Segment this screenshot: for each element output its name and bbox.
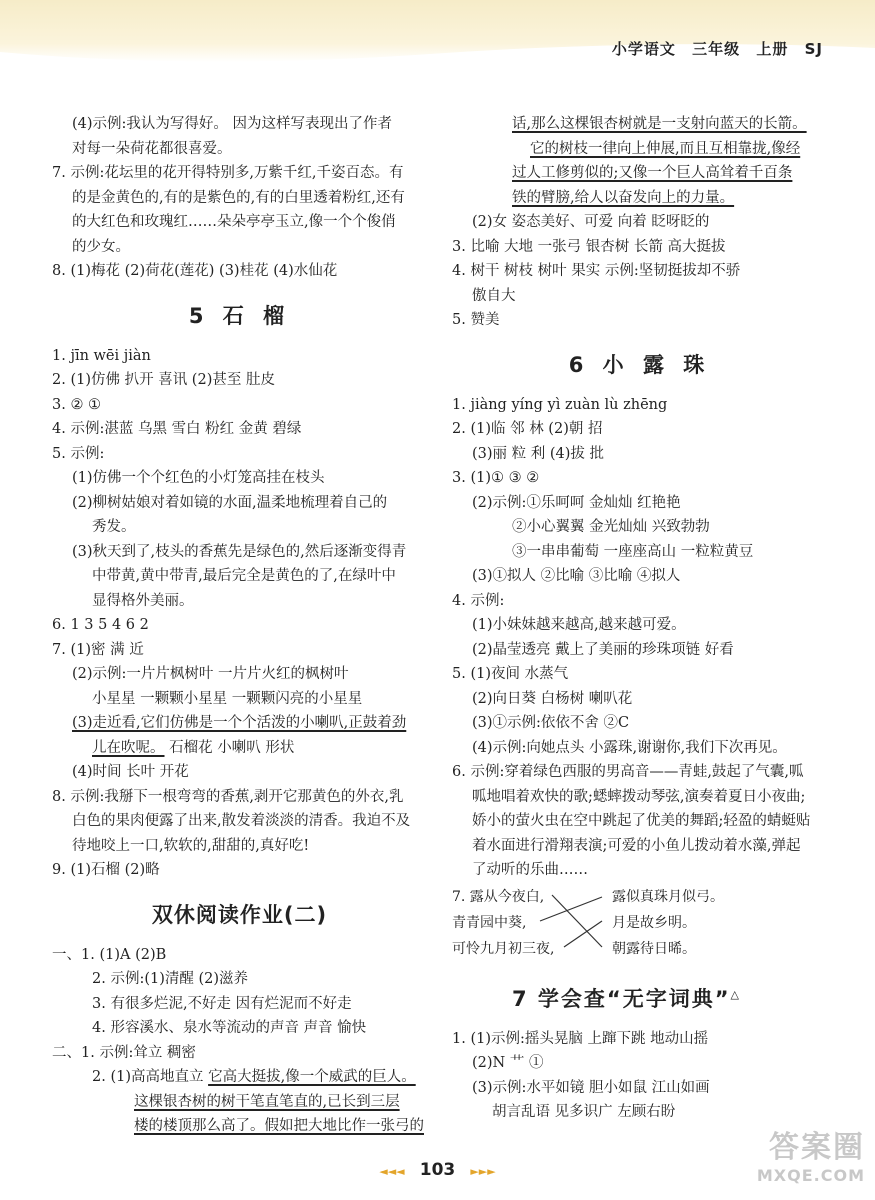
answer-line: 2. 示例:(1)清醒 (2)滋养: [92, 971, 249, 987]
answer-line: 着水面进行滑翔表演;可爱的小鱼儿拨动着水藻,弹起: [472, 837, 801, 854]
answer-line: 3. 比喻 大地 一张弓 银杏树 长箭 高大挺拔: [452, 238, 726, 255]
edition-label: SJ: [804, 40, 823, 58]
answer-line: 7. (1)密 满 近: [52, 641, 144, 658]
right-arrows-icon: ►►►: [470, 1165, 496, 1178]
underlined-answer: 过人工修剪似的;又像一个巨人高耸着千百条: [512, 165, 793, 181]
section-heading-homework: 双休阅读作业(二): [151, 902, 328, 927]
answer-line: [452, 161, 827, 186]
answer-line: [52, 1114, 427, 1139]
answer-line: (3)示例:水平如镜 胆小如鼠 江山如画: [472, 1079, 710, 1096]
answer-line: 6. 1 3 5 4 6 2: [52, 617, 149, 633]
answer-line: (3)①示例:依依不舍 ②C: [472, 715, 630, 731]
answer-line: 2. (1)临 邻 林 (2)朝 招: [452, 421, 603, 437]
answer-line: 显得格外美丽。: [92, 592, 194, 609]
answer-line: 1. jiàng yíng yì zuàn lù zhēng: [452, 396, 668, 413]
answer-line: 3. (1)① ③ ②: [452, 470, 540, 486]
answer-line: 待地咬上一口,软软的,甜甜的,真好吃!: [72, 837, 310, 854]
answer-line: [52, 736, 427, 761]
answer-line: [52, 1090, 427, 1115]
book-title: [602, 38, 823, 59]
poem-left-1: 7. 露从今夜白,: [452, 888, 545, 905]
answer-line: ③一串串葡萄 一座座高山 一粒粒黄豆: [512, 543, 754, 560]
answer-line: 一、1. (1)A (2)B: [52, 946, 167, 963]
poem-right-3: 朝露待日晞。: [612, 940, 696, 957]
answer-line: 4. 树干 树枝 树叶 果实 示例:坚韧挺拔却不骄: [452, 263, 741, 279]
underlined-answer: 楼的楼顶那么高了。假如把大地比作一张弓的: [134, 1118, 424, 1134]
answer-line: [452, 112, 827, 137]
answer-line: 4. 示例:: [452, 592, 505, 609]
triangle-mark-icon: △: [730, 987, 739, 1001]
answer-line: 5. 赞美: [452, 312, 500, 328]
answer-line: 的大红色和玫瑰红……朵朵亭亭玉立,像一个个俊俏: [72, 214, 396, 230]
answer-line: (2)女 姿态美好、可爱 向着 眨呀眨的: [472, 214, 710, 230]
answer-line: 小星星 一颗颗小星星 一颗颗闪亮的小星星: [92, 690, 363, 707]
answer-line: 秀发。: [92, 519, 136, 535]
answer-line: 6. 示例:穿着绿色西服的男高音——青蛙,鼓起了气囊,呱: [452, 764, 804, 780]
answer-line: 对每一朵荷花都很喜爱。: [72, 140, 232, 157]
answer-text: 石榴花 小喇叭 形状: [164, 739, 295, 756]
answer-line: 9. (1)石榴 (2)略: [52, 862, 160, 878]
answer-line: 了动听的乐曲……: [472, 862, 588, 878]
answer-line: 8. 示例:我掰下一根弯弯的香蕉,剥开它那黄色的外衣,乳: [52, 788, 404, 805]
poem-left-3: 可怜九月初三夜,: [452, 940, 555, 957]
volume-label: 上册: [756, 40, 789, 58]
poem-left-2: 青青园中葵,: [452, 914, 527, 931]
answer-line: (3)丽 粒 利 (4)拔 批: [472, 445, 605, 462]
answer-line: (2)N ⺾ ①: [472, 1055, 544, 1071]
answer-line: 二、1. 示例:耸立 稠密: [52, 1044, 196, 1061]
poem-matching-exercise: [452, 885, 827, 965]
answer-line: (2)示例:一片片枫树叶 一片片火红的枫树叶: [72, 666, 349, 682]
underlined-answer: (3)走近看,它们仿佛是一个个活泼的小喇叭,正鼓着劲: [72, 715, 407, 731]
answer-line: [452, 186, 827, 211]
answer-line: 傲自大: [472, 287, 516, 304]
answer-line: [452, 137, 827, 162]
underlined-answer: 话,那么这棵银杏树就是一支射向蓝天的长箭。: [512, 116, 807, 132]
answer-line: (2)示例:①乐呵呵 金灿灿 红艳艳: [472, 494, 681, 511]
left-arrows-icon: ◄◄◄: [379, 1165, 405, 1178]
answer-line: (3)①拟人 ②比喻 ③比喻 ④拟人: [472, 568, 681, 584]
section-heading-7: [452, 981, 827, 1013]
answer-line: 5. (1)夜间 水蒸气: [452, 666, 569, 682]
page-header: [0, 0, 875, 62]
answer-line: [52, 1065, 427, 1090]
page-number: 103: [419, 1160, 456, 1180]
answer-line: 4. 示例:湛蓝 乌黑 雪白 粉红 金黄 碧绿: [52, 421, 302, 437]
answer-line: (1)小妹妹越来越高,越来越可爱。: [472, 617, 686, 633]
answer-line: 白色的果肉便露了出来,散发着淡淡的清香。我迫不及: [72, 813, 411, 829]
left-column: [52, 112, 427, 1139]
section-heading-7-text: 7 学会查“无字词典”: [512, 986, 731, 1011]
answer-text: 2. (1)高高地直立: [92, 1069, 209, 1085]
answer-line: ②小心翼翼 金光灿灿 兴致勃勃: [512, 519, 710, 535]
poem-right-1: 露似真珠月似弓。: [612, 888, 724, 905]
answer-line: 4. 形容溪水、泉水等流动的声音 声音 愉快: [92, 1020, 367, 1036]
watermark-url: MXQE.COM: [756, 1166, 865, 1185]
answer-line: 的少女。: [72, 238, 130, 255]
underlined-answer: 它的树枝一律向上伸展,而且互相靠拢,像经: [530, 140, 801, 157]
answer-line: 1. (1)示例:摇头晃脑 上蹿下跳 地动山摇: [452, 1030, 709, 1047]
answer-line: (2)向日葵 白杨树 喇叭花: [472, 690, 633, 707]
answer-line: 7. 示例:花坛里的花开得特别多,万紫千红,千姿百态。有: [52, 165, 404, 181]
grade-label: 三年级: [692, 40, 741, 58]
underlined-answer: 铁的臂膀,给人以奋发向上的力量。: [512, 189, 735, 206]
underlined-answer: 这棵银杏树的树干笔直笔直的,已长到三层: [134, 1093, 400, 1110]
answer-line: (3)秋天到了,枝头的香蕉先是绿色的,然后逐渐变得青: [72, 543, 407, 560]
answer-line: 胡言乱语 见多识广 左顾右盼: [492, 1104, 676, 1120]
answer-line: 2. (1)仿佛 扒开 喜讯 (2)甚至 肚皮: [52, 372, 275, 388]
right-column: [452, 112, 827, 1125]
answer-line: 1. jīn wēi jiàn: [52, 347, 151, 364]
answer-line: (4)时间 长叶 开花: [72, 764, 189, 780]
answer-line: [52, 711, 427, 736]
watermark-logo: [715, 1130, 865, 1190]
answer-line: 的是金黄色的,有的是紫色的,有的白里透着粉红,还有: [72, 189, 405, 206]
answer-line: (2)晶莹透亮 戴上了美丽的珍珠项链 好看: [472, 641, 734, 658]
answer-line: 中带黄,黄中带青,最后完全是黄色的了,在绿叶中: [92, 568, 396, 584]
answer-line: 呱地唱着欢快的歌;蟋蟀拨动琴弦,演奏着夏日小夜曲;: [472, 788, 806, 805]
answer-line: (2)柳树姑娘对着如镜的水面,温柔地梳理着自己的: [72, 494, 388, 511]
answer-line: 娇小的萤火虫在空中跳起了优美的舞蹈;轻盈的蜻蜓贴: [472, 813, 811, 829]
answer-line: 3. ② ①: [52, 396, 102, 413]
answer-line: 8. (1)梅花 (2)荷花(莲花) (3)桂花 (4)水仙花: [52, 263, 338, 279]
watermark-title: 答案圈: [769, 1130, 865, 1165]
answer-line: (4)示例:我认为写得好。 因为这样写表现出了作者: [72, 116, 393, 132]
section-heading-6: 6 小 露 珠: [568, 352, 711, 377]
poem-right-2: 月是故乡明。: [612, 914, 696, 931]
underlined-answer: 儿在吹呢。: [92, 739, 165, 756]
underlined-answer: 它高大挺拔,像一个威武的巨人。: [208, 1069, 416, 1085]
answer-line: 3. 有很多烂泥,不好走 因有烂泥而不好走: [92, 995, 352, 1012]
answer-line: (1)仿佛一个个红色的小灯笼高挂在枝头: [72, 470, 325, 486]
answer-line: 5. 示例:: [52, 445, 105, 462]
subject-label: 小学语文: [611, 40, 676, 58]
section-heading-5: 5 石 榴: [188, 303, 291, 328]
answer-line: (4)示例:向她点头 小露珠,谢谢你,我们下次再见。: [472, 739, 787, 756]
